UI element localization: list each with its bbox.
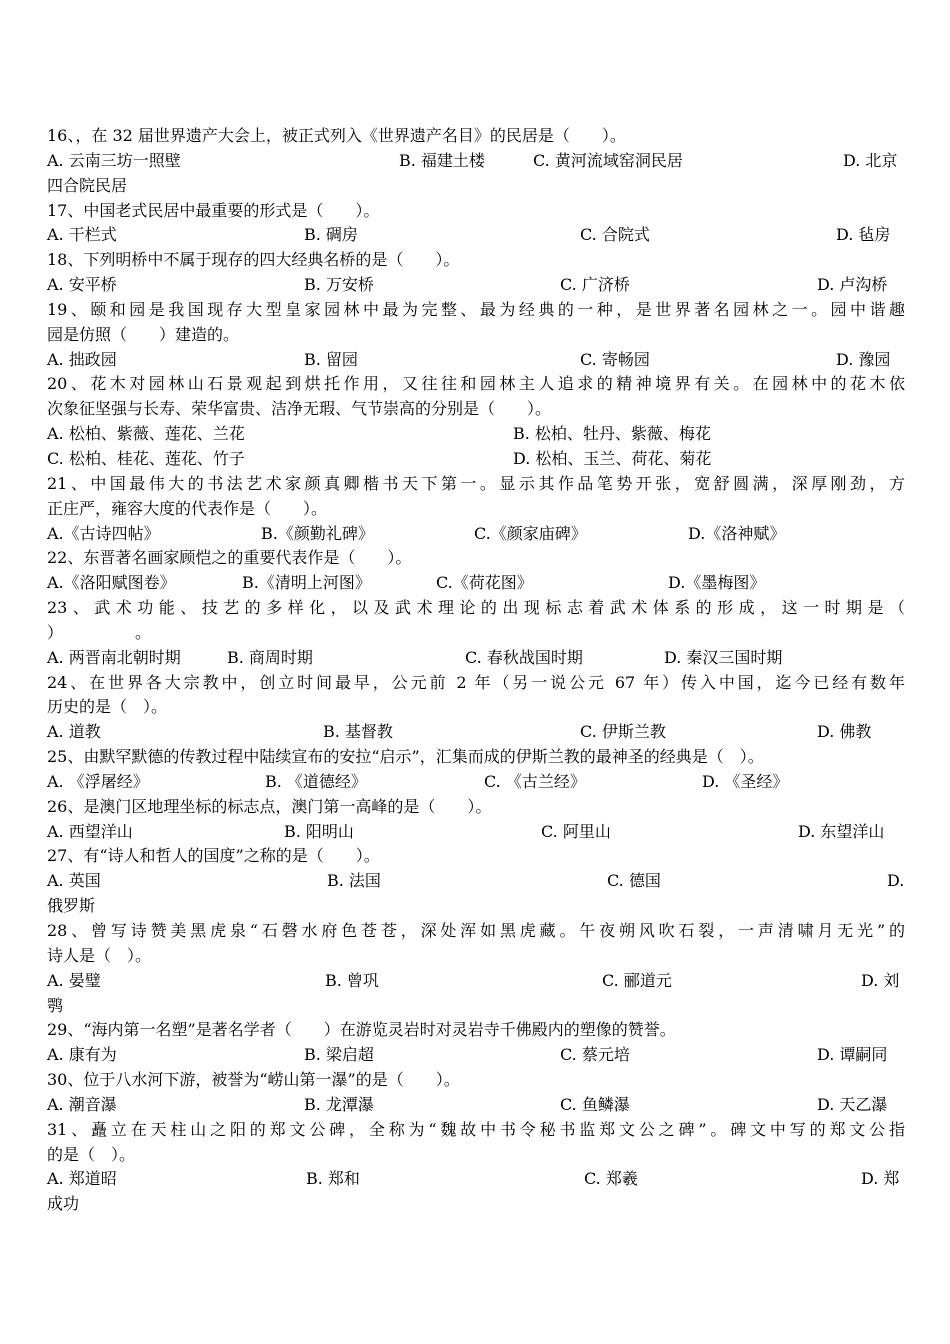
option-c: C. 郑羲 [584, 1169, 638, 1189]
option-d: D.《洛神赋》 [688, 523, 786, 543]
option-a: A. 西望洋山 [47, 821, 133, 841]
question-q19 [47, 298, 905, 373]
question-text: 正庄严，雍容大度的代表作是（ ）。 [47, 498, 328, 518]
option-b: B. 福建土楼 [399, 150, 485, 170]
option-d: D. 刘 [861, 970, 900, 990]
option-a: A. 干栏式 [47, 225, 117, 245]
option-a: A. 晏璧 [47, 970, 101, 990]
option-d: D. [887, 871, 905, 891]
question-text: 25、由默罕默德的传教过程中陆续宣布的安拉“启示”，汇集而成的伊斯兰教的最神圣的经典是（ ）。 [47, 747, 764, 767]
option-row [47, 223, 905, 248]
question-q25 [47, 745, 905, 795]
question-text: 16、，在 32 届世界遗产大会上，被正式列入《世界遗产名目》的民居是（ ）。 [47, 126, 626, 145]
option-b: B. 曾巩 [325, 970, 379, 990]
question-text: 的是（ ）。 [47, 1144, 136, 1164]
option-a: A. 《浮屠经》 [47, 771, 149, 791]
question-text: 17、中国老式民居中最重要的形式是（ ）。 [47, 200, 380, 220]
option-row [47, 1043, 905, 1068]
option-d: D. 北京 [843, 150, 898, 170]
option-b: B.《清明上河图》 [242, 573, 371, 593]
option-continuation: 鹗 [47, 995, 64, 1015]
option-a: A. 郑道昭 [47, 1169, 117, 1189]
option-b: B. 龙潭瀑 [304, 1094, 374, 1114]
option-d: D. 东望洋山 [798, 821, 885, 841]
option-row [47, 969, 905, 994]
option-b: B. 梁启超 [304, 1045, 374, 1065]
question-q21 [47, 472, 905, 547]
option-b: B. 阳明山 [284, 821, 354, 841]
question-q29 [47, 1018, 905, 1068]
question-text: 31、矗立在天柱山之阳的郑文公碑，全称为“魏故中书令秘书监郑文公之碑”。碑文中写的郑文公指 [47, 1119, 905, 1139]
option-c: C.《荷花图》 [436, 573, 533, 593]
option-d: D. 《圣经》 [702, 771, 789, 791]
option-b: B. 商周时期 [227, 647, 313, 667]
question-q27 [47, 844, 905, 919]
option-b: B. 松柏、牡丹、紫薇、梅花 [513, 424, 711, 444]
question-text: ） 。 [47, 622, 152, 642]
option-b: B. 郑和 [306, 1169, 360, 1189]
question-text: 30、位于八水河下游，被誉为“崂山第一瀑”的是（ ）。 [47, 1070, 460, 1090]
option-a: A. 云南三坊一照壁 [47, 150, 181, 170]
option-d: D. 郑 [861, 1169, 900, 1189]
option-d: D. 天乙瀑 [817, 1094, 888, 1114]
question-q31 [47, 1118, 905, 1217]
option-c: C. 黄河流域窑洞民居 [533, 150, 683, 170]
question-text: 26、是澳门区地理坐标的标志点，澳门第一高峰的是（ ）。 [47, 796, 492, 816]
question-text: 18、下列明桥中不属于现存的四大经典名桥的是（ ）。 [47, 250, 460, 270]
question-q18 [47, 248, 905, 298]
option-d: D. 谭嗣同 [817, 1045, 888, 1065]
option-row [47, 273, 905, 298]
option-row [47, 720, 905, 745]
option-c: C. 鱼鳞瀑 [560, 1094, 630, 1114]
exam-page [47, 124, 905, 1217]
option-c: C. 阿里山 [541, 821, 611, 841]
question-q28 [47, 919, 905, 1018]
question-q16 [47, 124, 905, 199]
option-d: D. 秦汉三国时期 [664, 647, 783, 667]
question-q26 [47, 795, 905, 845]
option-c: C. 合院式 [580, 225, 650, 245]
option-a: A. 潮音瀑 [47, 1094, 117, 1114]
option-c: C. 德国 [607, 871, 661, 891]
question-text: 24、在世界各大宗教中，创立时间最早，公元前 2 年（另一说公元 67 年）传入中国，迄今已经有数年 [47, 672, 905, 692]
option-continuation: 成功 [47, 1194, 80, 1214]
option-row [47, 869, 905, 894]
option-a: A. 拙政园 [47, 349, 117, 369]
option-row [47, 348, 905, 373]
option-b: B. 《道德经》 [265, 771, 367, 791]
question-text: 19、颐和园是我国现存大型皇家园林中最为完整、最为经典的一种，是世界著名园林之一。园中谐趣 [47, 299, 905, 319]
option-c: C. 郦道元 [602, 970, 672, 990]
option-a: A.《洛阳赋图卷》 [47, 573, 176, 593]
option-row [47, 1093, 905, 1118]
question-q20 [47, 372, 905, 471]
option-a: C. 松柏、桂花、莲花、竹子 [47, 448, 245, 468]
option-c: C. 寄畅园 [580, 349, 650, 369]
option-row [47, 422, 905, 447]
option-d: D. 豫园 [836, 349, 891, 369]
option-a: A. 安平桥 [47, 275, 117, 295]
question-text: 诗人是（ ）。 [47, 945, 152, 965]
option-a: A. 松柏、紫薇、莲花、兰花 [47, 424, 245, 444]
option-b: B. 碉房 [304, 225, 358, 245]
option-b: B. 留园 [304, 349, 358, 369]
question-text: 园是仿照（ ）建造的。 [47, 324, 240, 344]
question-text: 27、有“诗人和哲人的国度”之称的是（ ）。 [47, 846, 380, 866]
option-row [47, 447, 905, 472]
question-text: 次象征坚强与长寿、荣华富贵、洁净无瑕、气节崇高的分别是（ ）。 [47, 399, 552, 419]
option-c: C.《颜家庙碑》 [474, 523, 587, 543]
option-b: B. 万安桥 [304, 275, 374, 295]
option-d: D. 佛教 [817, 722, 872, 742]
option-row [47, 522, 905, 547]
question-q22 [47, 546, 905, 596]
question-q24 [47, 671, 905, 746]
option-c: C. 春秋战国时期 [465, 647, 583, 667]
option-c: C. 蔡元培 [560, 1045, 630, 1065]
option-row [47, 770, 905, 795]
option-b: B.《颜勤礼碑》 [261, 523, 374, 543]
question-text: 28、曾写诗赞美黑虎泉“石磬水府色苍苍，深处浑如黑虎藏。午夜朔风吹石裂，一声清啸月无光”的 [47, 921, 905, 940]
option-d: D.《墨梅图》 [668, 573, 766, 593]
option-row [47, 571, 905, 596]
option-b: D. 松柏、玉兰、荷花、菊花 [513, 448, 712, 468]
option-continuation: 四合院民居 [47, 175, 128, 195]
question-q30 [47, 1068, 905, 1118]
option-row [47, 1167, 905, 1192]
option-continuation: 俄罗斯 [47, 896, 96, 916]
option-a: A. 两晋南北朝时期 [47, 647, 181, 667]
question-text: 23、武术功能、技艺的多样化，以及武术理论的出现标志着武术体系的形成，这一时期是（ [47, 598, 905, 618]
question-text: 历史的是（ ）。 [47, 697, 168, 717]
option-c: C. 广济桥 [560, 275, 630, 295]
question-text: 21、中国最伟大的书法艺术家颜真卿楷书天下第一。显示其作品笔势开张，宽舒圆满，深厚刚劲，方 [47, 473, 905, 493]
option-b: B. 法国 [327, 871, 381, 891]
option-d: D. 卢沟桥 [817, 275, 888, 295]
option-c: C. 伊斯兰教 [580, 722, 666, 742]
question-q23 [47, 596, 905, 671]
option-row [47, 149, 905, 174]
option-a: A. 英国 [47, 871, 101, 891]
question-text: 22、东晋著名画家顾恺之的重要代表作是（ ）。 [47, 548, 412, 568]
question-text: 29、“海内第一名塑”是著名学者（ ）在游览灵岩时对灵岩寺千佛殿内的塑像的赞誉。 [47, 1020, 676, 1040]
option-c: C. 《古兰经》 [484, 771, 586, 791]
question-text: 20、花木对园林山石景观起到烘托作用，又往往和园林主人追求的精神境界有关。在园林中的花木依 [47, 374, 905, 394]
option-row [47, 646, 905, 671]
option-a: A.《古诗四帖》 [47, 523, 160, 543]
option-row [47, 820, 905, 845]
option-d: D. 毡房 [836, 225, 891, 245]
option-a: A. 道教 [47, 722, 101, 742]
option-a: A. 康有为 [47, 1045, 117, 1065]
option-b: B. 基督教 [323, 722, 393, 742]
question-q17 [47, 199, 905, 249]
